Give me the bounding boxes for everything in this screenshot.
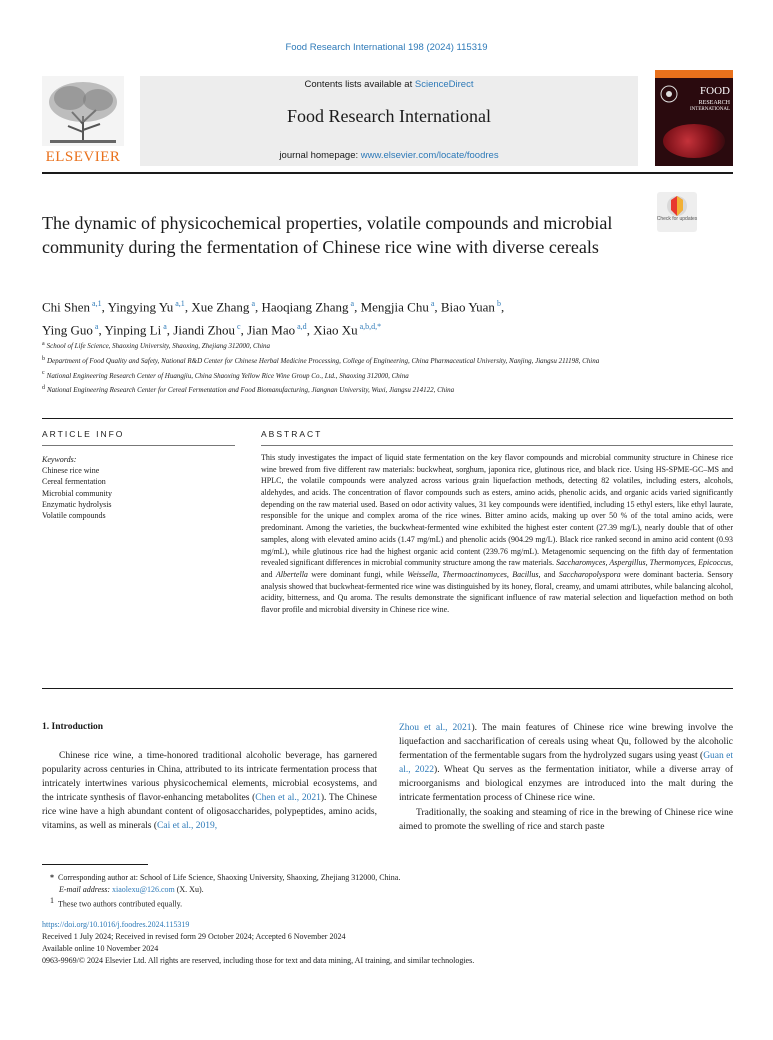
- intro-text: ). The main features of Chinese rice wine brewing involve the liquefaction and saccharification of cereals using wheat Qu, followed by the alcoholic fermentation of the fermentable sugars from the hydrolyzed sugars using yeast (: [399, 723, 734, 762]
- abstract-bottom-divider: [42, 688, 733, 689]
- author-separator: ,: [184, 299, 192, 315]
- affiliation: [42, 353, 732, 368]
- abstract-rule: [261, 445, 733, 446]
- abstract-and: and: [261, 569, 276, 579]
- author-separator: ,: [98, 322, 105, 338]
- check-for-updates-icon[interactable]: [657, 192, 697, 232]
- author-name: Xiao Xu: [313, 322, 358, 338]
- homepage-link[interactable]: www.elsevier.com/locate/foodres: [360, 150, 499, 161]
- corresponding-author-note: [42, 872, 732, 884]
- copyright: 0963-9969/© 2024 Elsevier Ltd. All rights are reserved, including those for text and data mining, AI training, and similar technologies.: [42, 956, 475, 965]
- email-suffix: (X. Xu).: [174, 884, 204, 894]
- intro-paragraph-1-cont: [399, 721, 733, 806]
- abstract-part-2: were dominant bacteria. Sensory analysis showed that buckwheat-fermented rice wine was distinguished by its honey, floral, creamy, and umami attributes, while balancing alcohol, acidity, bitterness, and Qu aroma. The results demonstrate the significant influence of raw material selection and liquefaction method on both flavor profile and microbial diversity in Chinese rice wine.: [261, 569, 733, 614]
- paper-title: The dynamic of physicochemical properties, volatile compounds and microbial community during the fermentation of Chinese rice wine with diverse cereals: [42, 213, 613, 257]
- intro-text: ). Wheat Qu serves as the fermentation initiator, while a diverse array of microorganisms and biological enzymes are introduced into the malt during the intricate fermentation process of Chinese rice wine.: [399, 765, 734, 804]
- citation-link[interactable]: Guan et al., 2022: [399, 751, 733, 776]
- cover-title-line1: FOOD: [700, 85, 730, 97]
- author-affiliation-marker[interactable]: a: [163, 322, 167, 332]
- author-separator: ,: [255, 299, 262, 315]
- author-separator: ,: [354, 299, 361, 315]
- cover-title-line2: RESEARCH: [698, 100, 730, 106]
- keyword: Chinese rice wine: [42, 466, 100, 476]
- affiliation-text: National Engineering Research Center for Cereal Fermentation and Food Biomanufacturing, Jiangnan University, Wuxi, Jiangsu 214122, China: [47, 386, 455, 395]
- email-link[interactable]: xiaolexu@126.com: [112, 884, 175, 894]
- available-online: Available online 10 November 2024: [42, 944, 159, 953]
- cover-emblem-icon: [659, 84, 679, 104]
- author-separator: ,: [166, 322, 174, 338]
- affiliation-text: School of Life Science, Shaoxing University, Shaoxing, Zhejiang 312000, China: [46, 342, 271, 351]
- journal-citation[interactable]: Food Research International 198 (2024) 115319: [285, 42, 488, 53]
- footnotes: [42, 872, 732, 910]
- author-affiliation-marker[interactable]: a,d: [297, 322, 307, 332]
- abstract-bacteria: Weissella, Thermoactinomyces, Bacillus,: [407, 569, 541, 579]
- author-separator: ,: [101, 299, 108, 315]
- author-affiliation-marker[interactable]: a: [94, 322, 99, 332]
- abstract-mid: were dominant fungi, while: [307, 569, 408, 579]
- keywords-block: [42, 454, 235, 521]
- article-info-heading: ARTICLE INFO: [42, 429, 125, 439]
- author-name: Mengjia Chu: [360, 299, 429, 315]
- author-separator: ,: [500, 299, 505, 315]
- introduction-heading: 1. Introduction: [42, 722, 104, 732]
- doi-link[interactable]: https://doi.org/10.1016/j.foodres.2024.115319: [42, 920, 190, 929]
- author-affiliation-marker[interactable]: a,b,d,*: [359, 322, 382, 332]
- journal-name: Food Research International: [287, 106, 491, 126]
- author-name: Chi Shen: [42, 299, 91, 315]
- body-column-right: [399, 721, 733, 834]
- abstract-text: [261, 452, 733, 616]
- author-affiliation-marker[interactable]: a: [350, 299, 355, 308]
- info-top-divider: [42, 418, 733, 419]
- affiliation-key: a: [42, 341, 45, 347]
- author-separator: ,: [240, 322, 248, 338]
- email-label: E-mail address:: [59, 884, 111, 894]
- body-column-left: [42, 749, 377, 834]
- keywords-label: Keywords:: [42, 455, 77, 464]
- author-affiliation-marker[interactable]: a: [251, 299, 255, 308]
- author-separator: ,: [306, 322, 314, 338]
- affiliation: [42, 338, 732, 353]
- affiliation: [42, 382, 732, 397]
- contents-availability: [140, 79, 638, 90]
- footnote-text: These two authors contributed equally.: [58, 899, 183, 909]
- article-info-rule: [42, 445, 235, 446]
- citation-link[interactable]: Cai et al., 2019,: [157, 821, 218, 832]
- footnote-rule: [42, 864, 148, 865]
- author-separator: ,: [434, 299, 441, 315]
- author-name: Ying Guo: [42, 322, 93, 338]
- author-name: Jian Mao: [247, 322, 296, 338]
- citation-link[interactable]: Chen et al., 2021: [255, 793, 321, 804]
- equal-contribution-note: [42, 895, 732, 910]
- check-for-updates-label[interactable]: Check for updates: [656, 216, 698, 222]
- author-name: Biao Yuan: [440, 299, 495, 315]
- author-name: Xue Zhang: [191, 299, 250, 315]
- publication-info: [42, 919, 732, 967]
- email-note: [42, 884, 732, 896]
- abstract-heading: ABSTRACT: [261, 429, 323, 439]
- author-affiliation-marker[interactable]: a,1: [175, 299, 185, 308]
- citation-link[interactable]: Zhou et al., 2021: [399, 723, 472, 733]
- author-name: Yingying Yu: [107, 299, 174, 315]
- journal-homepage: [140, 150, 638, 161]
- cover-subtitle: INTERNATIONAL: [690, 107, 730, 112]
- abstract-bacteria-last: Saccharopolyspora: [558, 569, 621, 579]
- affiliation-key: d: [42, 384, 45, 391]
- intro-text: Chinese rice wine, a time-honored traditional alcoholic beverage, has garnered popularity across centuries in China, attributed to its intricate fermentation process that intricately intertwines various physicochemical elements, microbial ecosystems, and the intricate synthesis of flavor-enhancing metabolites (: [42, 751, 377, 804]
- author-affiliation-marker[interactable]: a,1: [92, 299, 102, 308]
- author-affiliation-marker[interactable]: a: [430, 299, 435, 308]
- affiliation-list: [42, 338, 732, 397]
- affiliation-text: National Engineering Research Center of Huangjiu, China Shaoxing Yellow Rice Wine Group Co., Ltd., Shaoxing 312000, China: [46, 371, 409, 380]
- sciencedirect-link[interactable]: ScienceDirect: [414, 79, 474, 90]
- intro-text: ). The Chinese rice wine have a high abundant content of oligosaccharides, polypeptides, amino acids, vitamins, as well as minerals (: [42, 793, 377, 832]
- cover-top-band: [655, 70, 733, 78]
- keyword: Cereal fermentation: [42, 477, 106, 487]
- footnote-text: Corresponding author at: School of Life Science, Shaoxing University, Shaoxing, Zhejiang 312000, China.: [58, 873, 401, 882]
- affiliation-key: b: [42, 355, 45, 362]
- keyword: Volatile compounds: [42, 511, 106, 521]
- author-list: [42, 294, 732, 341]
- author-name: Jiandi Zhou: [173, 322, 236, 338]
- author-affiliation-marker[interactable]: c: [237, 322, 241, 332]
- abstract-fungi: Saccharomyces, Aspergillus, Thermomyces, Epicoccus,: [556, 558, 733, 568]
- author-name: Haoqiang Zhang: [261, 299, 349, 315]
- header-divider: [42, 172, 733, 174]
- intro-paragraph-1: [42, 749, 377, 834]
- affiliation: [42, 367, 732, 382]
- abstract-part: This study investigates the impact of liquid state fermentation on the key flavor compounds and microbial community structure in Chinese rice wine brewed from five different raw materials: buckwheat, sorghum, japonica rice, glutinous rice, and black rice. Using HS-SPME-GC–MS and HPLC, the volatile compounds were analyzed across various grain liquefaction methods, detecting 82 volatiles, including esters, alcohols, aldehydes, and acids. The concentration of flavor compounds such as esters, amino acids, phenolic acids, and organic acids varied significantly depending on the raw material used. Based on odor activity values, 31 key compounds were identified, including 15 ethyl esters, like ethyl laurate, responsible for the unique and complex aroma of the rice wines. Bitter amino acids, making up over 50 % of the total amino acids, were predominant. Among the varieties, the buckwheat-fermented wine exhibited the highest ester content (27.39 mg/L), nearly double that of other samples, along with elevated amino acids (1.47 mg/mL) and phenolic acids (904.29 mg/L). Black rice ranked second in amino acid content (0.93 mg/mL), while glutinous rice had the highest organic acid content (239.76 mg/mL). Metagenomic sequencing on the fifth day of fermentation revealed significant differences in microbial community structure among the raw materials.: [261, 453, 733, 568]
- publisher-wordmark: ELSEVIER: [45, 149, 121, 165]
- intro-paragraph-2: Traditionally, the soaking and steaming of rice in the brewing of Chinese rice wine aimed to promote the swelling of rice and starch paste: [399, 807, 733, 832]
- homepage-prefix: journal homepage:: [279, 150, 361, 161]
- contents-prefix: Contents lists available at: [304, 79, 415, 90]
- keyword: Microbial community: [42, 488, 112, 498]
- abstract-and-2: and: [540, 569, 559, 579]
- affiliation-key: c: [42, 370, 45, 377]
- journal-cover-thumbnail[interactable]: [655, 70, 733, 166]
- footnote-mark: *: [50, 873, 54, 882]
- author-affiliation-marker[interactable]: b: [496, 299, 501, 308]
- author-name: Yinping Li: [104, 322, 162, 338]
- cover-image: [663, 124, 725, 158]
- footnote-mark: 1: [50, 896, 54, 906]
- abstract-fungi-last: Albertella: [275, 569, 308, 579]
- received-dates: Received 1 July 2024; Received in revised form 29 October 2024; Accepted 6 November 2024: [42, 932, 346, 941]
- keyword: Enzymatic hydrolysis: [42, 499, 112, 509]
- cover-title: [680, 86, 730, 108]
- affiliation-text: Department of Food Quality and Safety, National R&D Center for Chinese Herbal Medicine Processing, College of Engineering, China Pharmaceutical University, Nanjing, Jiangsu 211198, China: [47, 356, 600, 365]
